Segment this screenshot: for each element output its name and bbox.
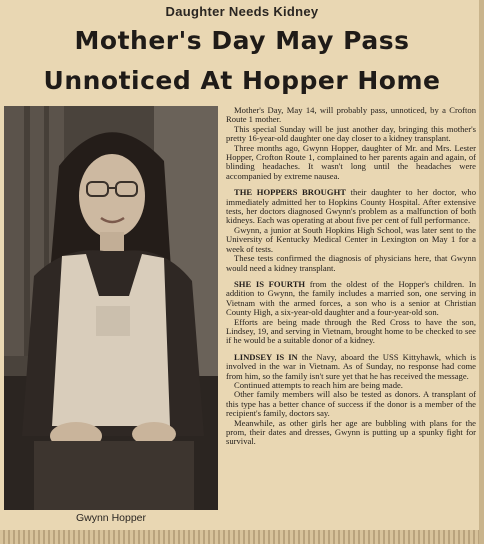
article-paragraph bbox=[226, 390, 476, 418]
clipping-right-edge bbox=[479, 0, 484, 544]
article-paragraph bbox=[226, 353, 476, 381]
article-paragraph bbox=[226, 226, 476, 254]
paragraph-text: Efforts are being made through the Red Cross to have the son, Lindsey, 19, and serving in Vietnam, brought home to be checked to see if he would be a suitable donor of a kidney. bbox=[226, 316, 476, 346]
photo-caption: Gwynn Hopper bbox=[75, 512, 147, 524]
article-paragraph bbox=[226, 125, 476, 144]
paragraph-text: Mother's Day, May 14, will probably pass, unnoticed, by a Crofton Route 1 mother. bbox=[226, 105, 476, 125]
paragraph-text: Continued attempts to reach him are being made. bbox=[234, 379, 403, 390]
clipping-bottom-border bbox=[0, 530, 484, 544]
paragraph-text: Gwynn, a junior at South Hopkins High School, was later sent to the University of Kentucky Medical Center in Lexington on May 1 for a week of tests. bbox=[226, 224, 476, 254]
article-body bbox=[226, 106, 476, 447]
article-paragraph bbox=[226, 144, 476, 182]
headline-line-2: Unnoticed At Hopper Home bbox=[43, 66, 441, 95]
article-paragraph bbox=[226, 106, 476, 125]
paragraph-text: their daughter to her doctor, who immediately admitted her to Hopkins County Hospital. After extensive tests, her doctors diagnosed Gwynn's problem as a malfunction of both kidneys. Each was operating at about five per cent of full performance. bbox=[226, 187, 477, 226]
paragraph-text: These tests confirmed the diagnosis of physicians here, that Gwynn would need a kidney transplant. bbox=[226, 253, 476, 273]
portrait-illustration bbox=[4, 106, 218, 510]
headline-line-1: Mother's Day May Pass bbox=[74, 26, 410, 55]
paragraph-text: from the oldest of the Hopper's children. In addition to Gwynn, the family includes a married son, one serving in Vietnam with the armed forces, a son who is a senior at Christian County High, a six-year-old daughter and a four-year-old son. bbox=[226, 278, 476, 318]
article-paragraph bbox=[226, 419, 476, 447]
article-paragraph bbox=[226, 318, 476, 346]
paragraph-lead-in: LINDSEY IS IN bbox=[234, 351, 298, 362]
paragraph-text: This special Sunday will be just another day, bringing this mother's pretty 16-year-old daughter one day closer to a kidney transplant. bbox=[226, 123, 476, 144]
paragraph-text: the Navy, aboard the USS Kittyhawk, which is involved in the war in Vietnam. As of Sunday, no response had come from him, so the family isn't sure yet that he has received the message. bbox=[226, 351, 476, 381]
paragraph-text: Meanwhile, as other girls her age are bubbling with plans for the prom, their dates and dresses, Gwynn is putting up a spunky fight for survival. bbox=[226, 417, 476, 447]
portrait-photo bbox=[4, 106, 218, 510]
paragraph-text: Three months ago, Gwynn Hopper, daughter of Mr. and Mrs. Lester Hopper, Crofton Route 1, complained to her parents again and again, of blinding headaches. It wasn't long until the headaches were accompanied by extreme nausea. bbox=[226, 142, 476, 181]
paragraph-lead-in: THE HOPPERS BROUGHT bbox=[234, 187, 346, 198]
article-paragraph bbox=[226, 254, 476, 273]
paragraph-text: Other family members will also be tested as donors. A transplant of this type has a better chance of success if the donor is a member of the recipient's family, doctors say. bbox=[226, 389, 476, 419]
article-paragraph bbox=[226, 188, 476, 226]
article-paragraph bbox=[226, 280, 476, 318]
kicker-headline: Daughter Needs Kidney bbox=[165, 4, 319, 19]
paragraph-lead-in: SHE IS FOURTH bbox=[234, 278, 306, 289]
